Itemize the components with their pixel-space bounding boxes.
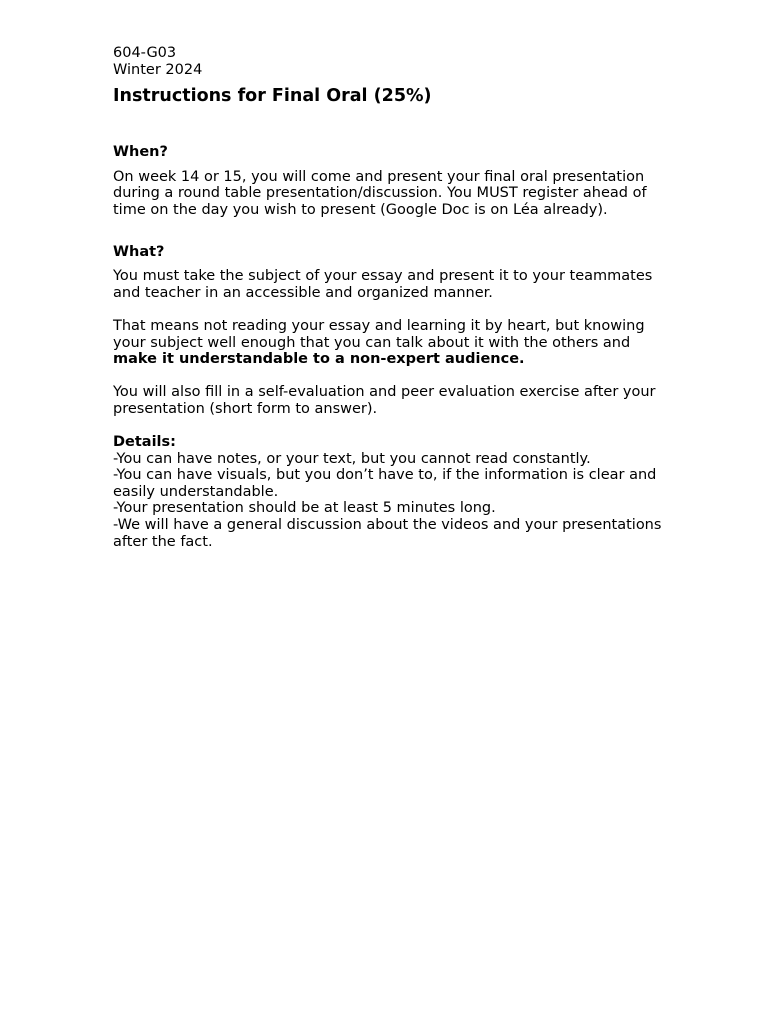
what-paragraph-1: You must take the subject of your essay and present it to your teammates and teacher in an accessible and organized manner. xyxy=(113,268,653,301)
document-page xyxy=(113,45,673,550)
term: Winter 2024 xyxy=(113,61,203,78)
details-item: -You can have visuals, but you don’t have to, if the information is clear and easily understandable. xyxy=(113,467,657,500)
what-paragraph-2-plain: That means not reading your essay and learning it by heart, but knowing your subject well enough that you can talk about it with the others and xyxy=(113,317,645,351)
details-item: -Your presentation should be at least 5 minutes long. xyxy=(113,500,496,517)
when-section xyxy=(113,144,673,218)
details-section xyxy=(113,434,673,550)
details-heading: Details: xyxy=(113,434,176,451)
what-paragraph-2-bold: make it understandable to a non-expert audience. xyxy=(113,351,525,368)
document-title: Instructions for Final Oral (25%) xyxy=(113,86,432,107)
course-code: 604-G03 xyxy=(113,45,177,61)
what-section xyxy=(113,244,673,418)
what-heading: What? xyxy=(113,243,165,260)
when-heading: When? xyxy=(113,144,168,161)
what-paragraph-3: You will also fill in a self-evaluation and peer evaluation exercise after your presentation (short form to answer). xyxy=(113,384,656,417)
what-paragraph-2 xyxy=(113,318,673,368)
document-header xyxy=(113,45,673,78)
details-item: -We will have a general discussion about the videos and your presentations after the fact. xyxy=(113,517,662,550)
when-text: On week 14 or 15, you will come and present your final oral presentation during a round table presentation/discussion. You MUST register ahead of time on the day you wish to present (Google Doc is on Léa already). xyxy=(113,168,647,218)
details-item: -You can have notes, or your text, but you cannot read constantly. xyxy=(113,450,591,467)
